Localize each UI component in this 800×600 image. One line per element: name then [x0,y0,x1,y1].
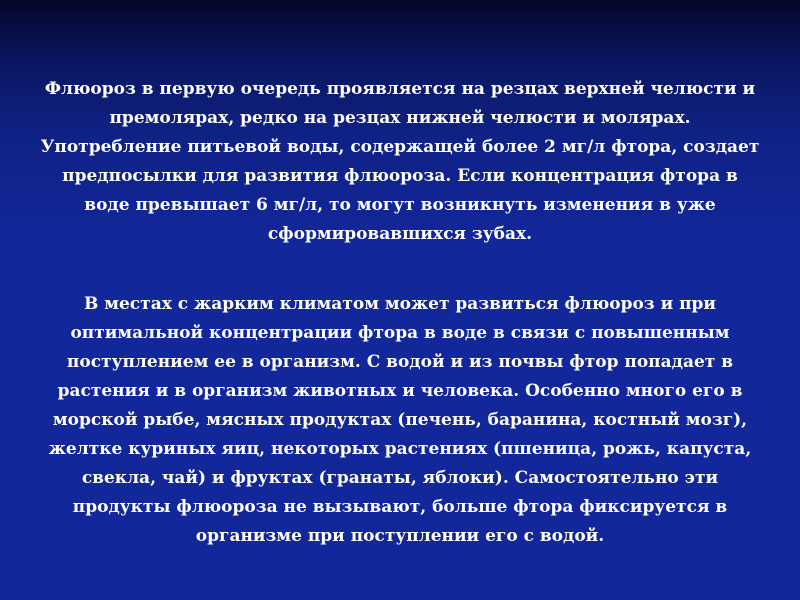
paragraph-fluorosis-climate: В местах с жарким климатом может развиться флюороз и при оптимальной концентрации фтора в воде в связи с повышенным поступлением ее в организм. С водой и из почвы фтор попадает в растения и в организм животных и человека. Особенно много его в морской рыбе, мясных продуктах (печень, баранина, костный мозг), желтке куриных яиц, некоторых растениях (пшеница, рожь, капуста, свекла, чай) и фруктах (гранаты, яблоки). Самостоятельно эти продукты флюороза не вызывают, больше фтора фиксируется в организме при поступлении его с водой. [48,294,752,546]
paragraph-fluorosis-teeth: Флюороз в первую очередь проявляется на резцах верхней челюсти и премолярах, редко на резцах нижней челюсти и молярах. Употребление питьевой воды, содержащей более 2 мг/л фтора, создает предпосылки для развития флюороза. Если концентрация фтора в воде превышает 6 мг/л, то могут возникнуть изменения в уже сформировавшихся зубах. [40,79,760,244]
